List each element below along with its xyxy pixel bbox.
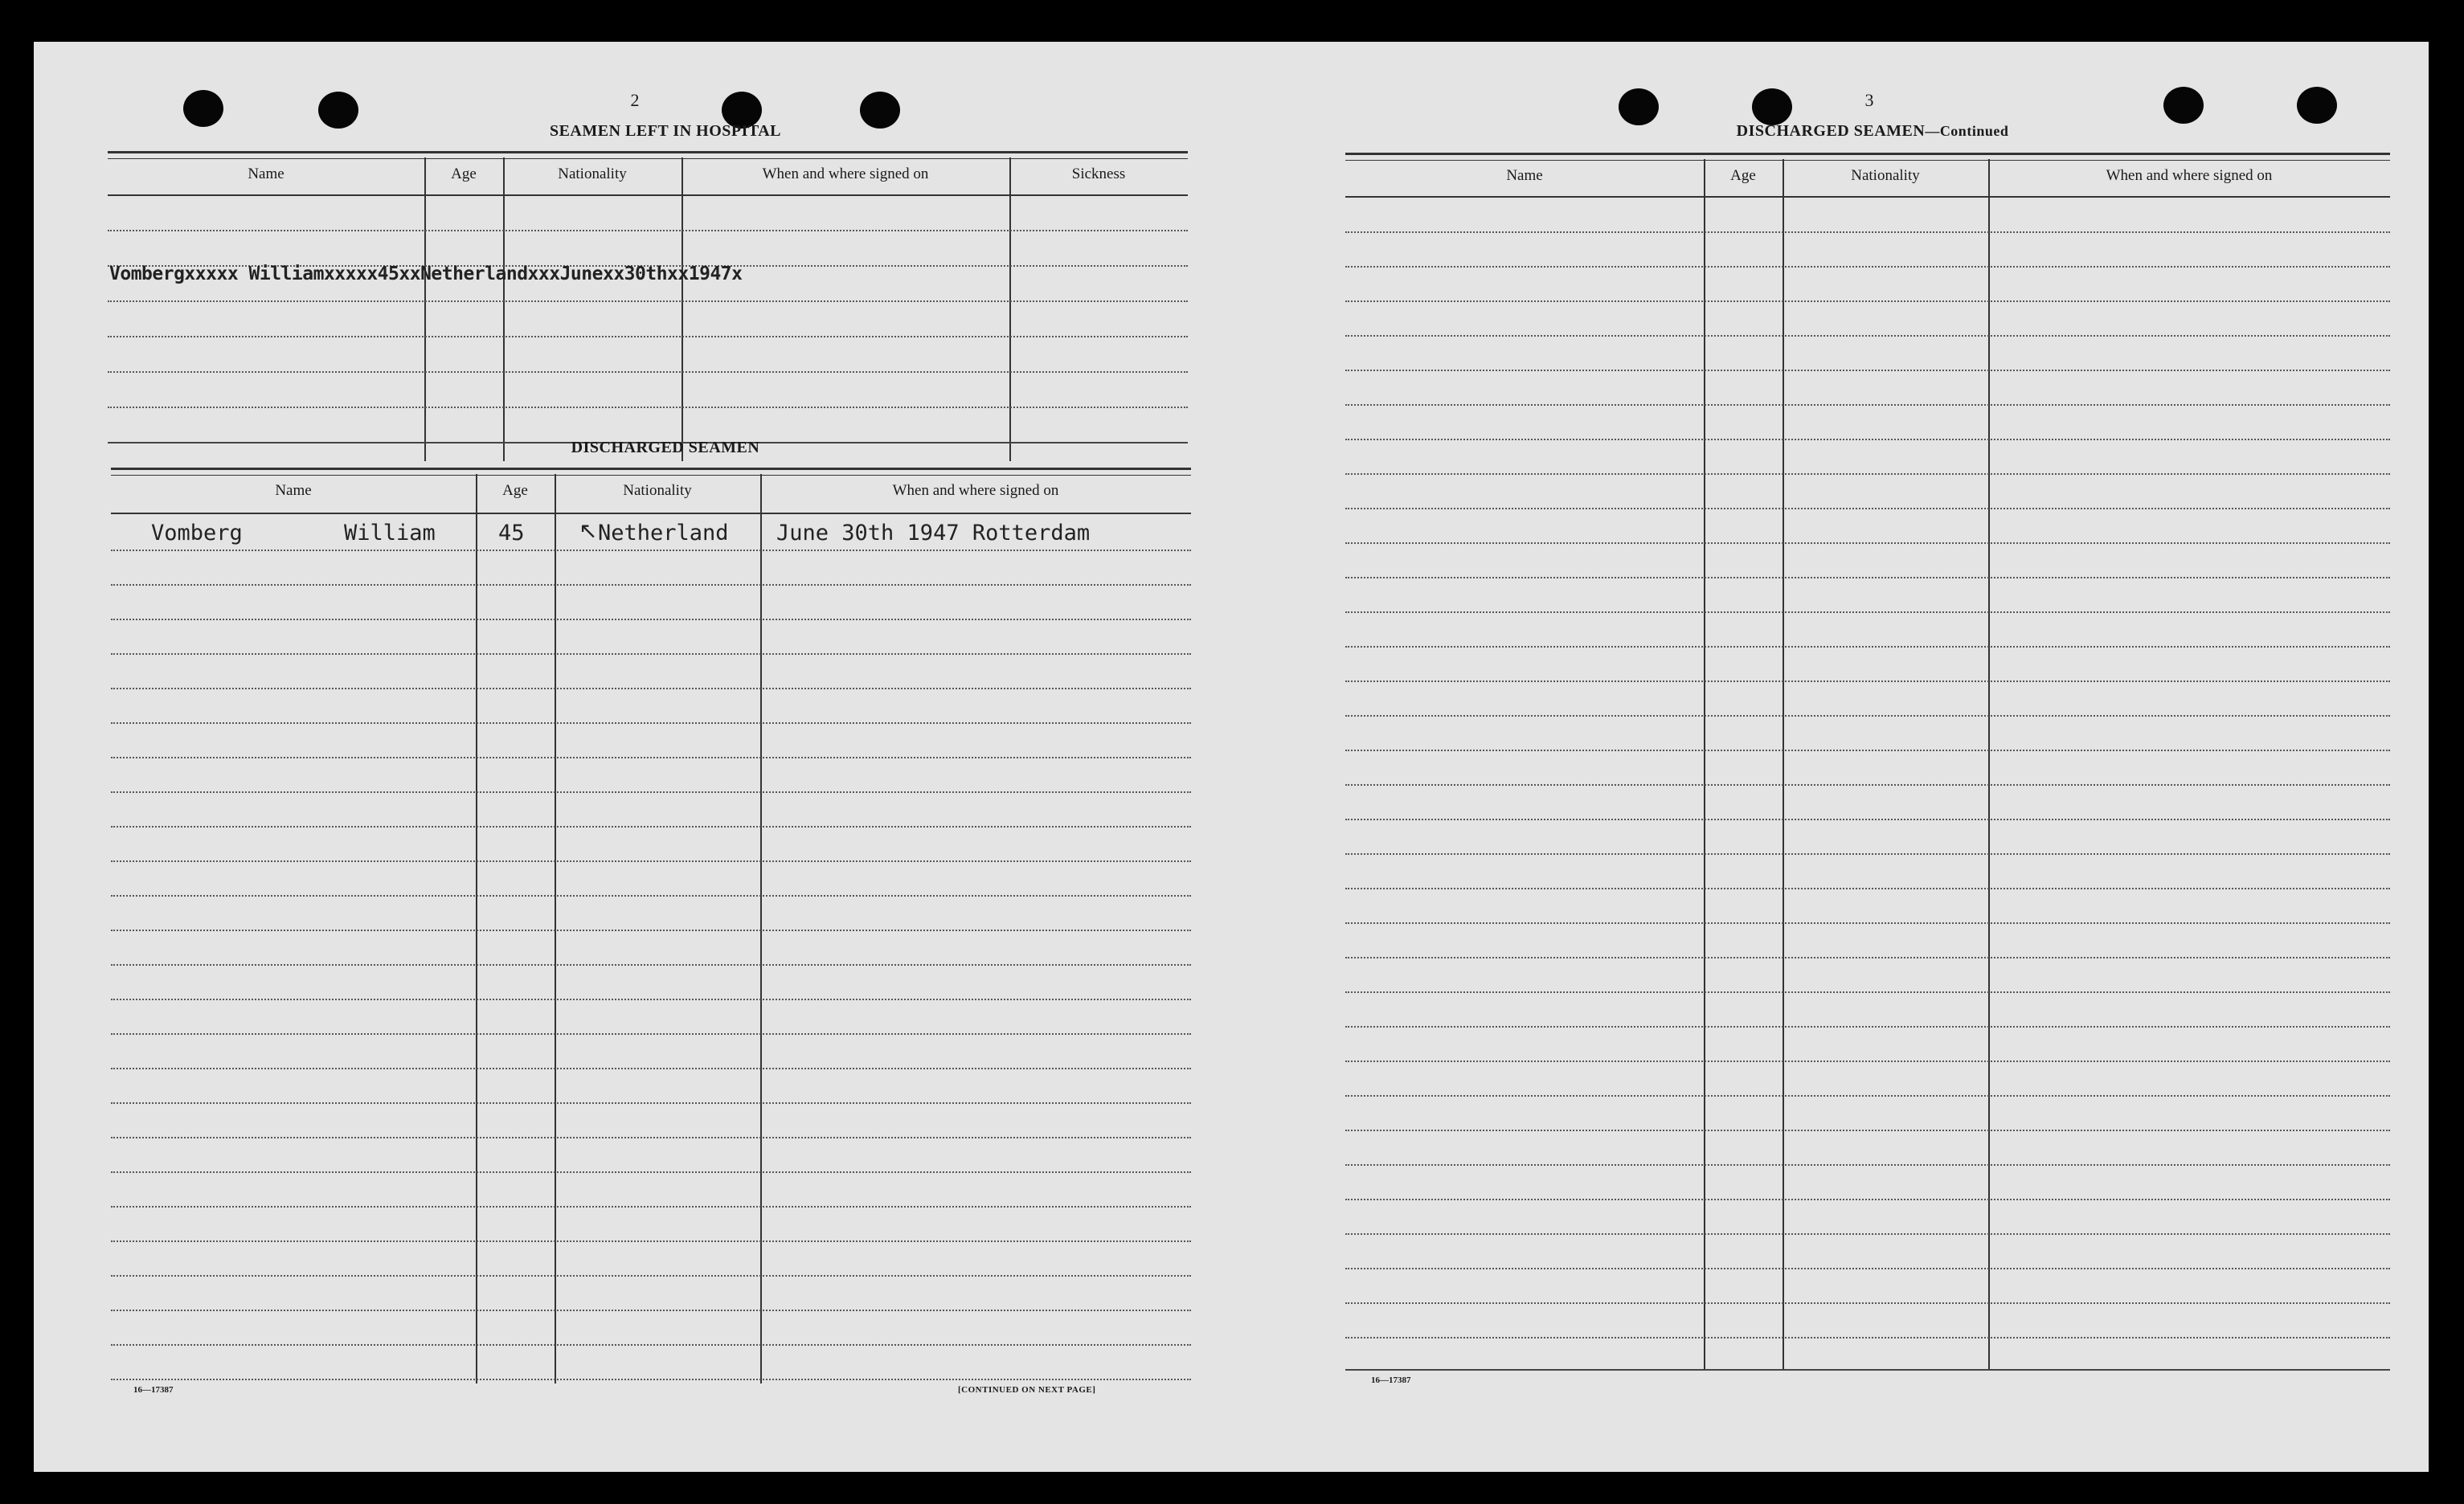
column-header-sickness: Sickness [1071, 166, 1126, 182]
seaman-surname: Vomberg [151, 521, 243, 546]
entry-line [111, 653, 1191, 655]
entry-line [111, 826, 1191, 828]
column-header-age: Age [451, 166, 477, 182]
entry-line [111, 1344, 1191, 1346]
entry-line [1345, 1268, 2390, 1269]
header-rule [108, 194, 1188, 196]
entry-line [1345, 1337, 2390, 1338]
entry-line [111, 999, 1191, 1000]
hospital-section-title: SEAMEN LEFT IN HOSPITAL [549, 122, 782, 140]
column-header-signed-on: When and where signed on [762, 166, 929, 182]
table-top-rule [1345, 153, 2390, 161]
punch-hole [318, 92, 358, 129]
entry-line [111, 791, 1191, 793]
column-header-age: Age [1730, 167, 1756, 184]
continued-note: [CONTINUED ON NEXT PAGE] [958, 1385, 1096, 1395]
entry-line [1345, 888, 2390, 889]
entry-line [1345, 1369, 2390, 1371]
entry-line [1345, 853, 2390, 855]
entry-line [111, 688, 1191, 689]
entry-line [1345, 335, 2390, 337]
entry-line [1345, 266, 2390, 268]
column-divider [503, 157, 505, 461]
entry-line [1345, 646, 2390, 648]
seaman-age: 45 [498, 521, 525, 546]
entry-line [1345, 1095, 2390, 1097]
entry-line [1345, 922, 2390, 924]
entry-line [108, 407, 1188, 408]
column-header-name: Name [275, 482, 312, 499]
page-left [34, 42, 1223, 1472]
page-number: 3 [1864, 90, 1874, 110]
entry-line [111, 930, 1191, 931]
entry-line [1345, 300, 2390, 302]
punch-hole [1752, 88, 1792, 125]
entry-line [111, 1240, 1191, 1242]
column-divider [1704, 159, 1705, 1371]
entry-line [111, 1171, 1191, 1173]
entry-line [1345, 991, 2390, 993]
entry-line [111, 722, 1191, 724]
column-divider [555, 474, 556, 1383]
entry-line [1345, 1130, 2390, 1131]
entry-line [111, 860, 1191, 862]
entry-line [111, 1379, 1191, 1380]
punch-hole [2163, 87, 2204, 124]
entry-line [1345, 577, 2390, 578]
struck-out-entry: Vombergxxxxx Williamxxxxx45xxNetherlandxxxJunexx30thxx1947x [109, 264, 743, 284]
entry-line [108, 371, 1188, 373]
column-divider [1783, 159, 1784, 1371]
column-divider [424, 157, 426, 461]
entry-line [111, 1206, 1191, 1208]
entry-line [1345, 370, 2390, 371]
column-divider [681, 157, 683, 461]
entry-line [111, 757, 1191, 758]
entry-line [108, 300, 1188, 302]
entry-line [1345, 404, 2390, 406]
header-rule [111, 513, 1191, 514]
column-divider [476, 474, 477, 1383]
discharged-continued-title [1664, 122, 2081, 141]
entry-line [1345, 1026, 2390, 1028]
form-number: 16—17387 [133, 1385, 174, 1395]
entry-line [1345, 1302, 2390, 1304]
page-number: 2 [630, 90, 640, 110]
column-header-age: Age [502, 482, 528, 499]
discharged-section-title: DISCHARGED SEAMEN [571, 439, 760, 456]
column-header-nationality: Nationality [558, 166, 627, 182]
column-header-nationality: Nationality [1851, 167, 1920, 184]
entry-line [1345, 231, 2390, 233]
entry-line [1345, 680, 2390, 682]
column-header-name: Name [1506, 167, 1543, 184]
entry-line [111, 1310, 1191, 1311]
entry-line [1345, 957, 2390, 958]
page-right [1304, 42, 2429, 1472]
column-header-name: Name [248, 166, 284, 182]
hospital-table [108, 151, 1188, 461]
entry-line [1345, 1233, 2390, 1235]
punch-hole [1619, 88, 1659, 125]
column-header-signed-on: When and where signed on [892, 482, 1059, 499]
entry-line [111, 584, 1191, 586]
entry-line [1345, 750, 2390, 751]
column-header-signed-on: When and where signed on [2106, 167, 2273, 184]
entry-line [1345, 542, 2390, 544]
entry-line [1345, 784, 2390, 786]
title-text: DISCHARGED SEAMEN [1736, 122, 1926, 140]
seaman-given-name: William [344, 521, 436, 546]
entry-line [111, 619, 1191, 620]
entry-line [111, 964, 1191, 966]
entry-line [1345, 1061, 2390, 1062]
entry-line [111, 1033, 1191, 1035]
entry-line [108, 230, 1188, 231]
discharged-table [111, 468, 1191, 1383]
header-rule [1345, 196, 2390, 198]
table-top-rule [111, 468, 1191, 476]
table-top-rule [108, 151, 1188, 159]
entry-line [1345, 1199, 2390, 1200]
entry-line [111, 895, 1191, 897]
entry-line [1345, 439, 2390, 440]
punch-hole [860, 92, 900, 129]
column-divider [1988, 159, 1990, 1371]
entry-line [1345, 473, 2390, 475]
entry-line [1345, 508, 2390, 509]
column-header-nationality: Nationality [623, 482, 692, 499]
entry-line [111, 1275, 1191, 1277]
punch-hole [2297, 87, 2337, 124]
entry-line [111, 1068, 1191, 1069]
entry-line [111, 1102, 1191, 1104]
column-divider [1009, 157, 1011, 461]
entry-line [111, 1137, 1191, 1138]
entry-line [1345, 819, 2390, 820]
check-mark-icon: ↖ [579, 517, 598, 544]
document-sheet [34, 42, 2429, 1472]
entry-line [108, 336, 1188, 337]
form-number: 16—17387 [1371, 1375, 1411, 1385]
discharged-continued-table [1345, 153, 2390, 1374]
punch-hole [183, 90, 223, 127]
entry-line [1345, 611, 2390, 613]
entry-line [111, 550, 1191, 551]
seaman-nationality: Netherland [598, 521, 729, 546]
entry-line [1345, 1164, 2390, 1166]
title-suffix: —Continued [1925, 123, 2009, 139]
seaman-signed-on: June 30th 1947 Rotterdam [776, 521, 1091, 546]
column-divider [760, 474, 762, 1383]
entry-line [1345, 715, 2390, 717]
